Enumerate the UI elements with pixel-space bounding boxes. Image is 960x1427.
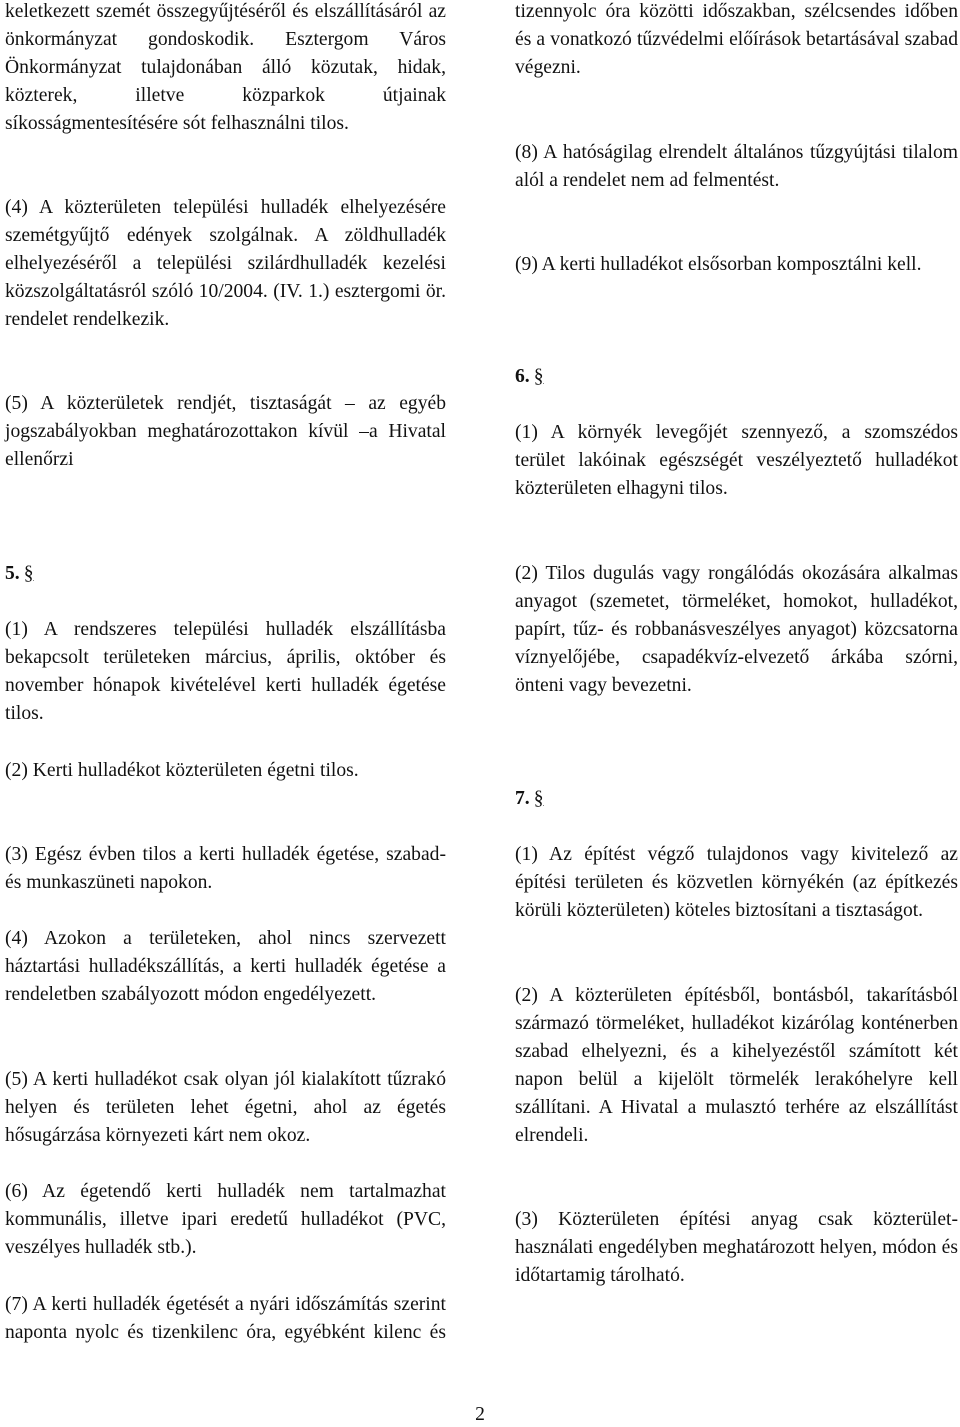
paragraph-5-9: (9) A kerti hulladékot elsősorban komposztálni kell. (515, 254, 922, 275)
section-number: 6. (515, 366, 530, 387)
section-number: 7. (515, 788, 530, 809)
paragraph-7-2: (2) A közterületen építésből, bontásból, takarításból származó törmeléket, hulladékot kizárólag konténerben szabad elhelyezni, és a kihelyezéstől számított két napon belül a kijelölt törmelék lerakóhelyre kell szállítani. A Hivatal a mulasztó terhére az elszállítást elrendeli. (515, 985, 958, 1146)
paragraph-6-1: (1) A környék levegőjét szennyező, a szomszédos terület lakóinak egészségét veszélyeztető hulladékot közterületen elhagyni tilos. (515, 422, 958, 499)
paragraph-6-2: (2) Tilos dugulás vagy rongálódás okozására alkalmas anyagot (szemetet, törmeléket, homokot, hulladékot, papírt, tűz- és robbanásveszélyes anyagot) közcsatorna víznyelőjébe, csapadékvíz-elvezető árkába szórni, önteni vagy bevezetni. (515, 563, 958, 696)
section-number: 5. (5, 563, 20, 584)
paragraph-5-6: (6) Az égetendő kerti hulladék nem tartalmazhat kommunális, illetve ipari eredetű hulladékot (PVC, veszélyes hulladék stb.). (5, 1181, 446, 1258)
section-symbol: § (23, 563, 34, 584)
paragraph-5-7: (7) A kerti hulladék égetését a nyári időszámítás szerint naponta nyolc és tizenkilenc óra, egyébként kilenc és (5, 1294, 446, 1343)
paragraph-7-1: (1) Az építést végző tulajdonos vagy kivitelező az építési területen és közvetlen környékén (az építkezés körüli közterületen) köteles biztosítani a tisztaságot. (515, 844, 958, 921)
paragraph-5-4: (4) Azokon a területeken, ahol nincs szervezett háztartási hulladékszállítás, a kerti hulladék égetése a rendeletben szabályozott módon engedélyezett. (5, 928, 446, 1005)
paragraph-5-5: (5) A kerti hulladékot csak olyan jól kialakított tűzrakó helyen és területen lehet égetni, ahol az égetés hősugárzása környezeti kárt nem okoz. (5, 1069, 446, 1146)
section-heading-6 (515, 363, 544, 391)
paragraph-4-5: (5) A közterületek rendjét, tisztaságát – az egyéb jogszabályokban meghatározottakon kívül –a Hivatal ellenőrzi (5, 393, 446, 470)
section-symbol: § (533, 788, 544, 809)
paragraph-4-4: (4) A közterületen települési hulladék elhelyezésére szemétgyűjtő edények szolgálnak. A zöldhulladék elhelyezéséről a települési szilárdhulladék kezelési közszolgáltatásról szóló 10/2004. (IV. 1.) esztergomi ör. rendelet rendelkezik. (5, 197, 446, 330)
page-number: 2 (475, 1404, 485, 1425)
paragraph-continuation: keletkezett szemét összegyűjtéséről és elszállításáról az önkormányzat gondoskodik. Esztergom Város Önkormányzat tulajdonában álló közutak, hidak, közterek, illetve közparkok útjainak síkosságmentesítésére sót felhasználni tilos. (5, 1, 446, 134)
paragraph-5-1: (1) A rendszeres települési hulladék elszállításba bekapcsolt területeken március, április, október és november hónapok kivételével kerti hulladék égetése tilos. (5, 619, 446, 724)
paragraph-5-8: (8) A hatóságilag elrendelt általános tűzgyújtási tilalom alól a rendelet nem ad felmentést. (515, 142, 958, 191)
paragraph-7-3: (3) Közterületen építési anyag csak közterület-használati engedélyben meghatározott helyen, módon és időtartamig tárolható. (515, 1209, 958, 1286)
section-symbol: § (533, 366, 544, 387)
section-heading-5 (5, 560, 34, 588)
paragraph-continuation: tizennyolc óra közötti időszakban, szélcsendes időben és a vonatkozó tűzvédelmi előírások betartásával szabad végezni. (515, 1, 958, 78)
section-heading-7 (515, 785, 544, 813)
paragraph-5-2: (2) Kerti hulladékot közterületen égetni tilos. (5, 760, 359, 781)
paragraph-5-3: (3) Egész évben tilos a kerti hulladék égetése, szabad- és munkaszüneti napokon. (5, 844, 446, 893)
